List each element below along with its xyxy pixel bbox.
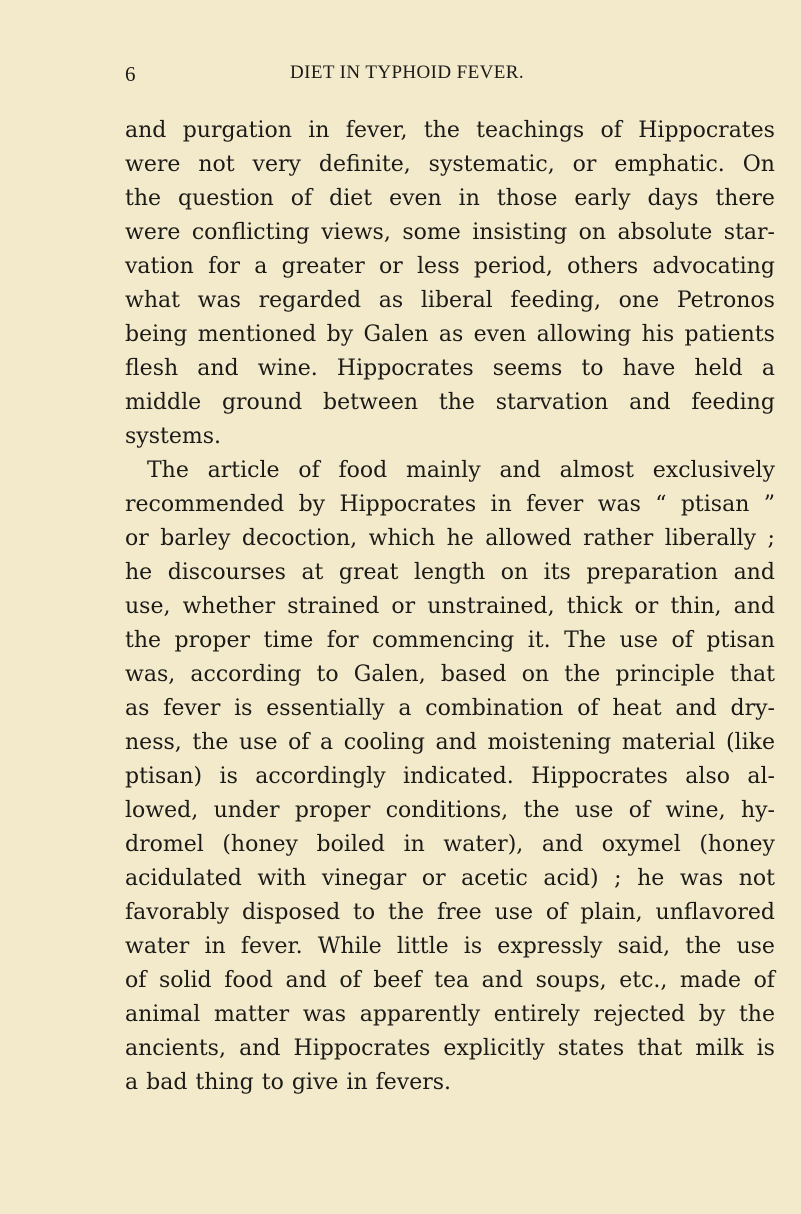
- text-line: was, according to Galen, based on the principle that: [125, 662, 775, 687]
- text-line: use, whether strained or unstrained, thick or thin, and: [125, 594, 775, 619]
- running-title: DIET IN TYPHOID FEVER.: [290, 62, 524, 83]
- text-line: The article of food mainly and almost exclusively: [147, 458, 775, 483]
- text-line: water in fever. While little is expressly said, the use: [125, 934, 775, 959]
- text-line: were conflicting views, some insisting on absolute star-: [125, 220, 775, 245]
- text-line: the question of diet even in those early days there: [125, 186, 775, 211]
- text-line: the proper time for commencing it. The use of ptisan: [125, 628, 775, 653]
- text-line: middle ground between the starvation and feeding: [125, 390, 775, 415]
- text-line: acidulated with vinegar or acetic acid) ; he was not: [125, 866, 775, 891]
- page-number: 6: [125, 62, 136, 86]
- text-line: favorably disposed to the free use of plain, unflavored: [125, 900, 775, 925]
- running-head: [125, 62, 785, 88]
- text-line: ptisan) is accordingly indicated. Hippocrates also al-: [125, 764, 775, 789]
- text-line: vation for a greater or less period, others advocating: [125, 254, 775, 279]
- text-line: systems.: [125, 424, 222, 449]
- text-line: what was regarded as liberal feeding, one Petronos: [125, 288, 775, 313]
- text-line: ancients, and Hippocrates explicitly states that milk is: [125, 1036, 775, 1061]
- text-line: he discourses at great length on its preparation and: [125, 560, 775, 585]
- text-line: animal matter was apparently entirely rejected by the: [125, 1002, 775, 1027]
- body-text: [125, 114, 775, 1100]
- text-line: dromel (honey boiled in water), and oxymel (honey: [125, 832, 775, 857]
- text-line: or barley decoction, which he allowed rather liberally ;: [125, 526, 775, 551]
- text-line: and purgation in fever, the teachings of Hippocrates: [125, 118, 775, 143]
- text-line: ness, the use of a cooling and moistening material (like: [125, 730, 775, 755]
- text-line: recommended by Hippocrates in fever was “ ptisan ”: [125, 492, 775, 517]
- text-line: being mentioned by Galen as even allowing his patients: [125, 322, 775, 347]
- text-line: lowed, under proper conditions, the use of wine, hy-: [125, 798, 775, 823]
- text-line: a bad thing to give in fevers.: [125, 1070, 452, 1095]
- text-line: flesh and wine. Hippocrates seems to have held a: [125, 356, 775, 381]
- text-line: as fever is essentially a combination of heat and dry-: [125, 696, 775, 721]
- text-line: were not very definite, systematic, or emphatic. On: [125, 152, 775, 177]
- text-line: of solid food and of beef tea and soups, etc., made of: [125, 968, 775, 993]
